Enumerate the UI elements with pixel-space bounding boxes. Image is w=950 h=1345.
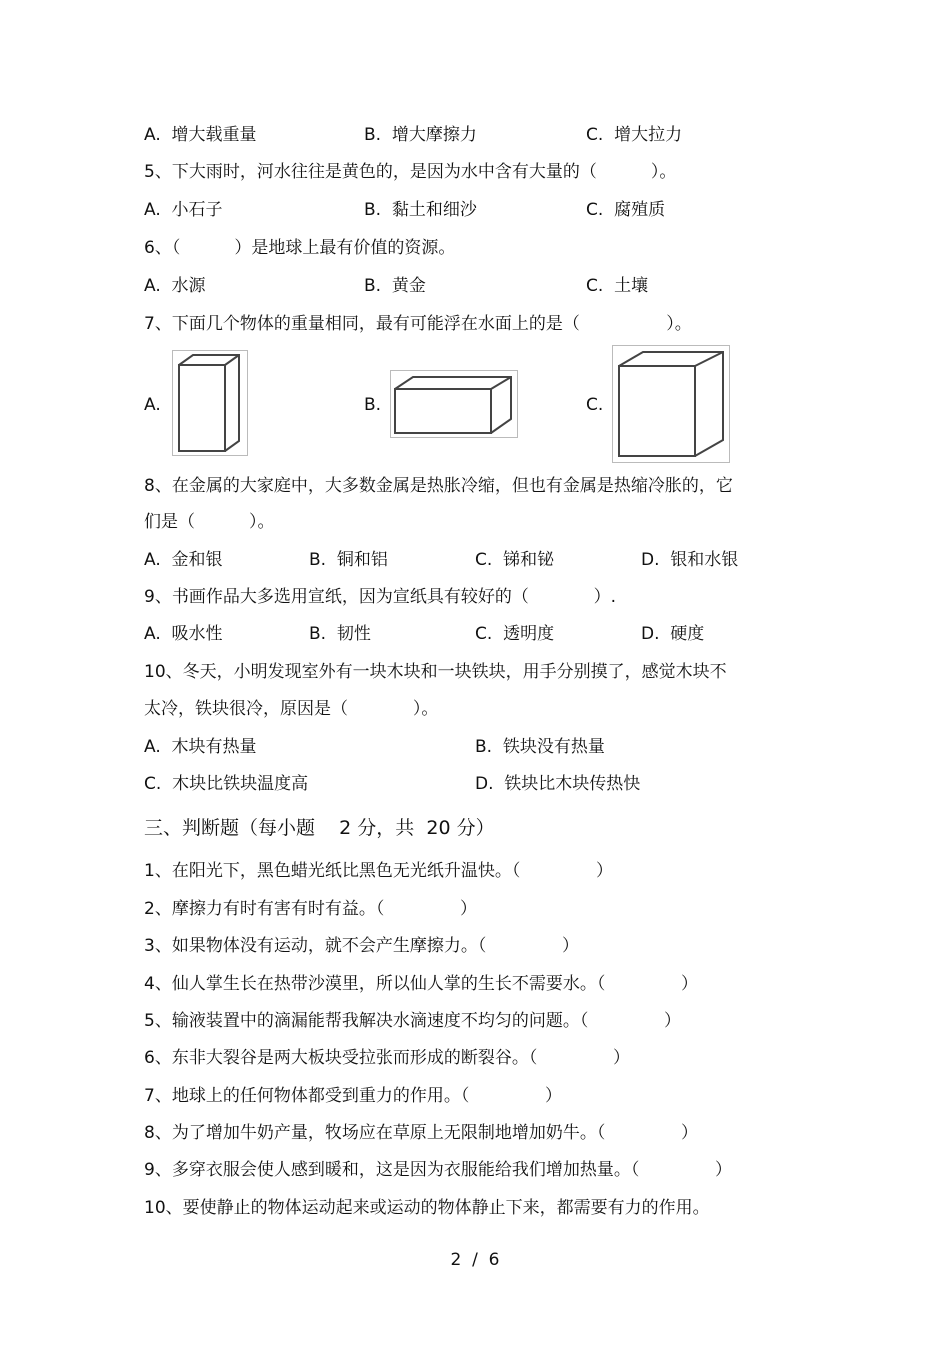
flat-box-image: [390, 370, 518, 438]
q7-option-c-label: C.: [586, 395, 604, 415]
q8-option-b: B. 铜和铝: [309, 550, 388, 570]
tf-item-3: 3、如果物体没有运动，就不会产生摩擦力。（ ）: [144, 936, 579, 956]
q4-option-a: A. 增大载重量: [144, 125, 257, 145]
tf-item-10: 10、要使静止的物体运动起来或运动的物体静止下来，都需要有力的作用。: [144, 1198, 710, 1218]
q10-question-line2: 太冷，铁块很冷，原因是（ ）。: [144, 699, 439, 719]
q9-option-d: D. 硬度: [641, 624, 705, 644]
q10-option-a: A. 木块有热量: [144, 737, 257, 757]
q6-question: 6、（ ）是地球上最有价值的资源。: [144, 238, 456, 258]
q10-option-c: C. 木块比铁块温度高: [144, 774, 309, 794]
q9-question: 9、书画作品大多选用宣纸，因为宣纸具有较好的（ ）.: [144, 587, 617, 607]
tf-item-7: 7、地球上的任何物体都受到重力的作用。（ ）: [144, 1086, 562, 1106]
tf-item-1: 1、在阳光下，黑色蜡光纸比黑色无光纸升温快。（ ）: [144, 861, 613, 881]
q9-option-b: B. 韧性: [309, 624, 371, 644]
tf-item-2: 2、摩擦力有时有害有时有益。（ ）: [144, 899, 477, 919]
q7-option-b-label: B.: [364, 395, 382, 415]
q6-option-c: C. 土壤: [586, 276, 649, 296]
q10-option-b: B. 铁块没有热量: [475, 737, 605, 757]
q5-option-b: B. 黏土和细沙: [364, 200, 477, 220]
q10-question-line1: 10、冬天，小明发现室外有一块木块和一块铁块，用手分别摸了，感觉木块不: [144, 662, 727, 682]
q4-option-b: B. 增大摩擦力: [364, 125, 477, 145]
page-number: 2 / 6: [450, 1250, 500, 1270]
q4-option-c: C. 增大拉力: [586, 125, 683, 145]
tf-item-6: 6、东非大裂谷是两大板块受拉张而形成的断裂谷。（ ）: [144, 1048, 630, 1068]
q6-option-a: A. 水源: [144, 276, 206, 296]
q8-option-d: D. 银和水银: [641, 550, 739, 570]
tf-item-9: 9、多穿衣服会使人感到暖和，这是因为衣服能给我们增加热量。（ ）: [144, 1160, 732, 1180]
q5-question: 5、下大雨时，河水往往是黄色的，是因为水中含有大量的（ ）。: [144, 162, 677, 182]
q8-option-c: C. 锑和铋: [475, 550, 555, 570]
q8-question-line1: 8、在金属的大家庭中，大多数金属是热胀冷缩，但也有金属是热缩冷胀的，它: [144, 476, 733, 496]
q8-option-a: A. 金和银: [144, 550, 223, 570]
q5-option-c: C. 腐殖质: [586, 200, 666, 220]
tf-item-5: 5、输液装置中的滴漏能帮我解决水滴速度不均匀的问题。（ ）: [144, 1011, 681, 1031]
tf-item-4: 4、仙人掌生长在热带沙漠里，所以仙人掌的生长不需要水。（ ）: [144, 974, 698, 994]
q9-option-c: C. 透明度: [475, 624, 555, 644]
q6-option-b: B. 黄金: [364, 276, 426, 296]
q8-question-line2: 们是（ ）。: [144, 512, 275, 532]
cube-image: [612, 345, 730, 463]
section-3-title: 三、判断题（每小题 2 分，共 20 分）: [144, 817, 495, 839]
q7-question: 7、下面几个物体的重量相同，最有可能浮在水面上的是（ ）。: [144, 314, 692, 334]
q10-option-d: D. 铁块比木块传热快: [475, 774, 641, 794]
q7-option-a-label: A.: [144, 395, 161, 415]
q9-option-a: A. 吸水性: [144, 624, 223, 644]
q5-option-a: A. 小石子: [144, 200, 223, 220]
tf-item-8: 8、为了增加牛奶产量，牧场应在草原上无限制地增加奶牛。（ ）: [144, 1123, 698, 1143]
tall-box-image: [172, 350, 248, 456]
